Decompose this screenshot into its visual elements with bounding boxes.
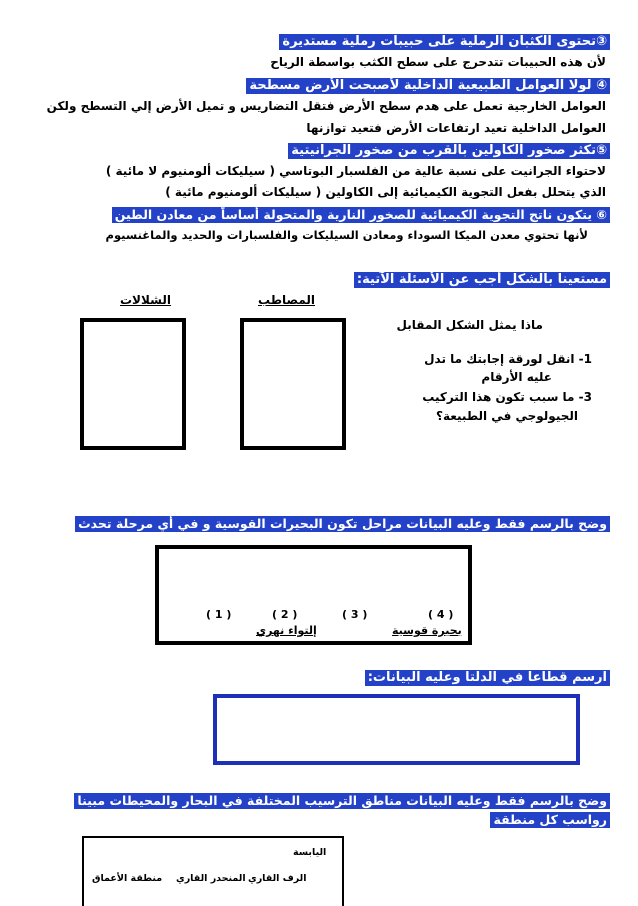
section-5-body-line-2: الذي يتحلل بفعل التجوية الكيميائية إلى الكاولين ( سيليكات ألومنيوم مائية ): [165, 185, 606, 199]
deep-zone-label: منطقة الأعماق: [92, 873, 163, 884]
label-waterfalls: الشلالات: [120, 293, 171, 307]
label-rapids: المصاطب: [258, 293, 315, 307]
meander-label: إلتواء نهري: [256, 624, 317, 637]
section-4-title: ④ لولا العوامل الطبيعية الداخلية لأصبحت الأرض مسطحة: [246, 78, 610, 94]
oxbow-lake-label: بحيرة قوسية: [392, 624, 462, 637]
section-5-body-line-1: لاحتواء الجرانيت على نسبة عالية من الفلسبار البوتاسي ( سيليكات ألومنيوم لا مائية ): [105, 164, 606, 178]
oxbow-stage-3: ( 3 ): [342, 608, 368, 621]
delta-drawing-box[interactable]: [213, 694, 580, 765]
figure-question-heading: مستعينا بالشكل أجب عن الأسئلة الآتية:: [354, 272, 610, 288]
section-4-body-line-2: العوامل الداخلية تعيد ارتفاعات الأرض فتعيد توازنها: [306, 121, 606, 135]
section-6-body: لأنها تحتوي معدن الميكا السوداء ومعادن السيليكات والفلسبارات والحديد والماغنسيوم: [105, 228, 588, 242]
figure-question-3-line-2: الجيولوجي في الطبيعة؟: [436, 409, 578, 423]
figure-question-1-line-1: 1- انقل لورقة إجابتك ما تدل: [424, 352, 592, 366]
section-4-body-line-1: العوامل الخارجية تعمل على هدم سطح الأرض فتقل التضاريس و تميل الأرض إلي التسطح ولكن: [46, 99, 606, 113]
land-label: اليابسة: [293, 847, 327, 858]
oxbow-stage-2: ( 2 ): [272, 608, 298, 621]
continental-slope-label: المنحدر القاري: [176, 873, 246, 884]
rapids-drawing-box[interactable]: [240, 318, 346, 450]
section-3-title: ③تحتوى الكثبان الرملية على حبيبات رملية مستديرة: [279, 34, 610, 50]
oxbow-stage-1: ( 1 ): [206, 608, 232, 621]
sea-heading-line-2: رواسب كل منطقة: [490, 812, 610, 828]
figure-question-1-line-2: عليه الأرقام: [481, 370, 552, 384]
continental-shelf-label: الرف القاري: [248, 873, 307, 884]
delta-heading: ارسم قطاعا في الدلتا وعليه البيانات:: [365, 670, 610, 686]
oxbow-stage-4: ( 4 ): [428, 608, 454, 621]
figure-question-0: ماذا يمثل الشكل المقابل: [396, 318, 543, 332]
sea-heading-line-1: وضح بالرسم فقط وعليه البيانات مناطق الترسيب المختلفة في البحار والمحيطات مبينا: [74, 793, 610, 809]
section-6-title: ⑥ يتكون ناتج التجوية الكيميائية للصخور النارية والمتحولة أساساً من معادن الطين: [112, 207, 610, 223]
section-5-title: ⑤تكثر صخور الكاولين بالقرب من صخور الجرانيتية: [288, 143, 610, 159]
oxbow-heading: وضح بالرسم فقط وعليه البيانات مراحل تكون البحيرات القوسية و في أي مرحلة تحدث: [75, 516, 610, 532]
section-3-body: لأن هذه الحبيبات تتدحرج على سطح الكثب بواسطة الرياح: [270, 55, 606, 69]
figure-question-3-line-1: 3- ما سبب تكون هذا التركيب: [422, 390, 592, 404]
waterfalls-drawing-box[interactable]: [80, 318, 186, 450]
